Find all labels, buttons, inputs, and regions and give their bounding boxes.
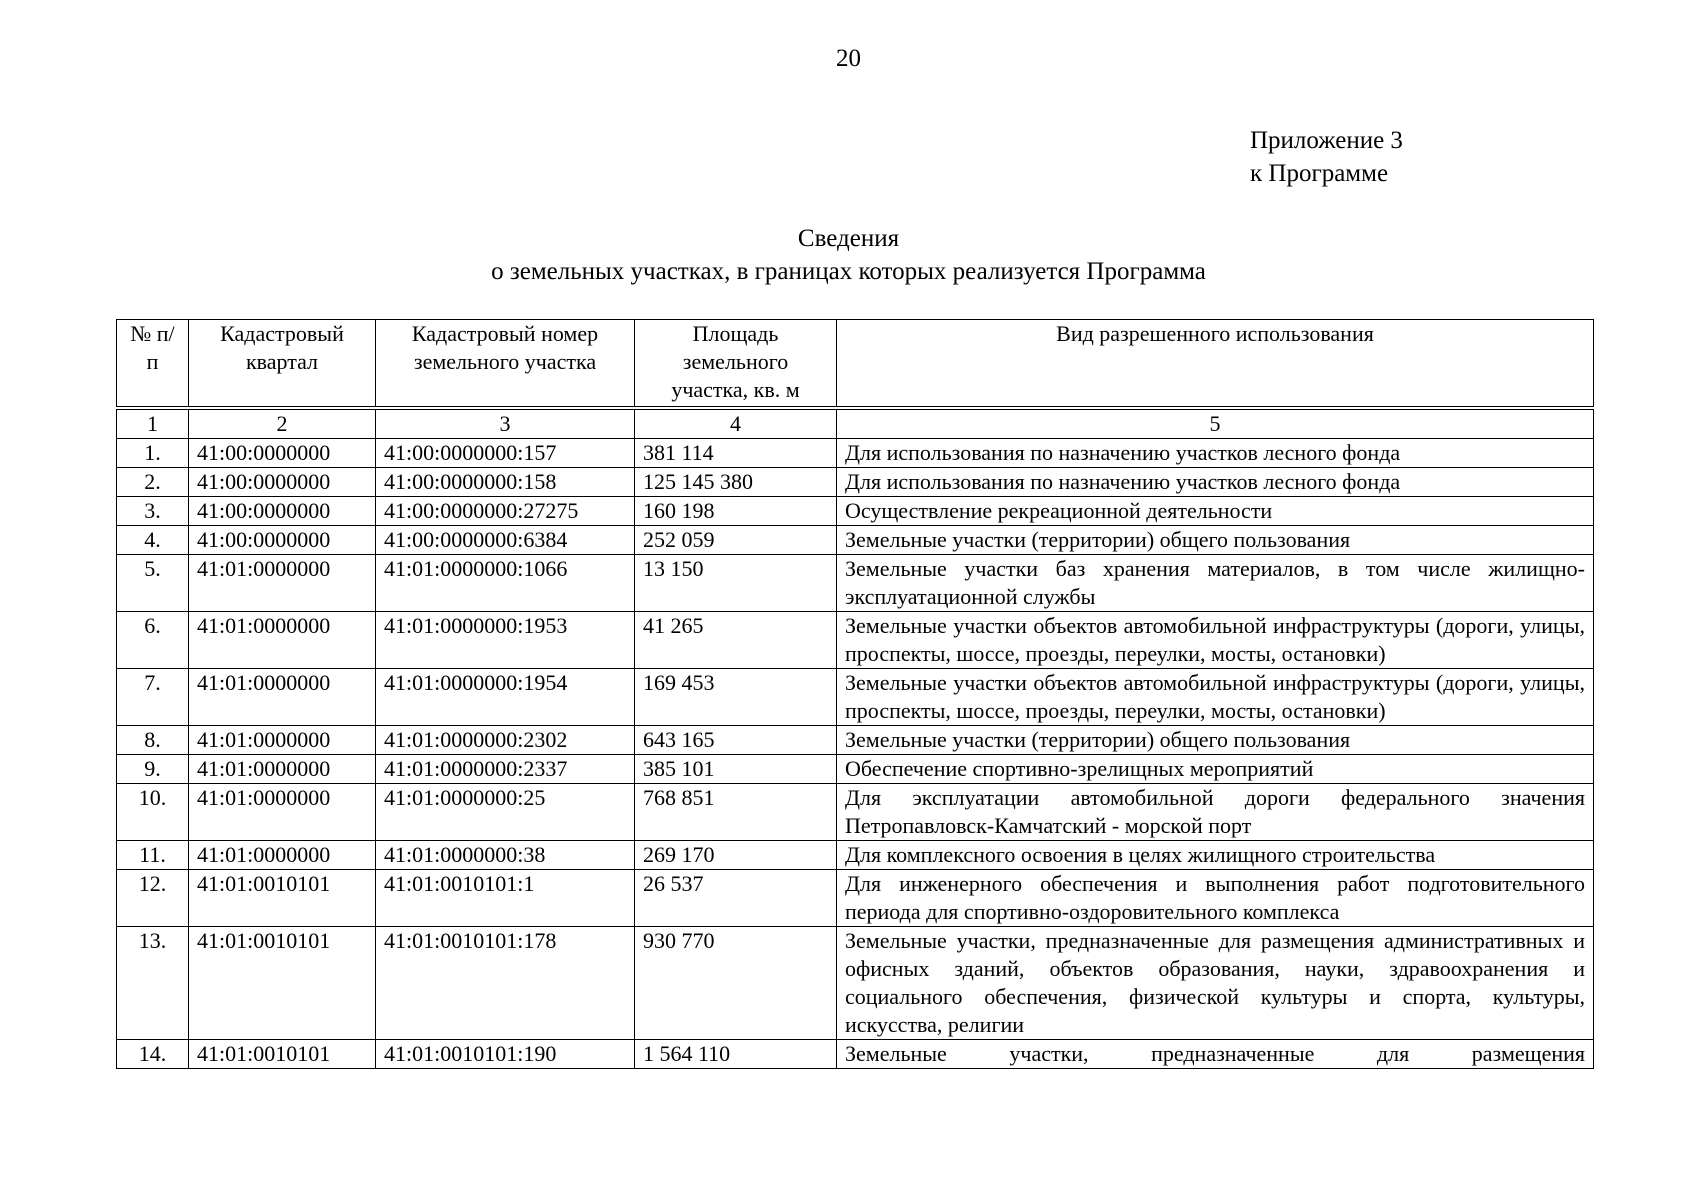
- row-cadastral-number: 41:01:0000000:2302: [376, 726, 635, 755]
- header-number: № п/п: [117, 320, 189, 409]
- row-permitted-use: Осуществление рекреационной деятельности: [837, 497, 1594, 526]
- row-area: 269 170: [635, 841, 837, 870]
- column-number: 1: [117, 408, 189, 439]
- row-number: 6.: [117, 612, 189, 669]
- row-area: 169 453: [635, 669, 837, 726]
- row-number: 11.: [117, 841, 189, 870]
- header-cadastral-quarter: Кадастровый квартал: [189, 320, 376, 409]
- row-cadastral-quarter: 41:00:0000000: [189, 497, 376, 526]
- row-cadastral-number: 41:00:0000000:158: [376, 468, 635, 497]
- row-cadastral-quarter: 41:00:0000000: [189, 526, 376, 555]
- row-permitted-use: Земельные участки объектов автомобильной инфраструктуры (дороги, улицы, проспекты, шоссе, проезды, переулки, мосты, остановки): [837, 612, 1594, 669]
- row-area: 930 770: [635, 927, 837, 1040]
- table-row: [117, 841, 1594, 870]
- table-header-row: [117, 320, 1594, 409]
- row-permitted-use: Земельные участки баз хранения материалов, в том числе жилищно-эксплуатационной службы: [837, 555, 1594, 612]
- row-cadastral-number: 41:01:0010101:178: [376, 927, 635, 1040]
- appendix-line-1: Приложение 3: [1250, 127, 1403, 154]
- row-area: 643 165: [635, 726, 837, 755]
- row-cadastral-number: 41:01:0000000:1954: [376, 669, 635, 726]
- row-number: 3.: [117, 497, 189, 526]
- title-line-1: Сведения: [797, 225, 900, 252]
- row-cadastral-number: 41:01:0000000:1953: [376, 612, 635, 669]
- row-number: 5.: [117, 555, 189, 612]
- table-row: [117, 669, 1594, 726]
- row-area: 160 198: [635, 497, 837, 526]
- row-number: 7.: [117, 669, 189, 726]
- row-permitted-use: Земельные участки, предназначенные для размещения: [837, 1040, 1594, 1069]
- header-permitted-use: Вид разрешенного использования: [837, 320, 1594, 409]
- table-row: [117, 555, 1594, 612]
- row-area: 125 145 380: [635, 468, 837, 497]
- row-cadastral-number: 41:01:0000000:38: [376, 841, 635, 870]
- row-permitted-use: Для использования по назначению участков лесного фонда: [837, 439, 1594, 468]
- row-number: 12.: [117, 870, 189, 927]
- row-cadastral-number: 41:01:0000000:2337: [376, 755, 635, 784]
- row-area: 252 059: [635, 526, 837, 555]
- row-permitted-use: Земельные участки объектов автомобильной инфраструктуры (дороги, улицы, проспекты, шоссе, проезды, переулки, мосты, остановки): [837, 669, 1594, 726]
- table-row: [117, 726, 1594, 755]
- row-cadastral-number: 41:00:0000000:27275: [376, 497, 635, 526]
- table-row: [117, 526, 1594, 555]
- row-cadastral-number: 41:00:0000000:157: [376, 439, 635, 468]
- appendix-reference: [1250, 124, 1403, 190]
- row-cadastral-quarter: 41:01:0000000: [189, 841, 376, 870]
- row-area: 13 150: [635, 555, 837, 612]
- appendix-line-2: к Программе: [1250, 160, 1389, 187]
- row-area: 41 265: [635, 612, 837, 669]
- row-number: 2.: [117, 468, 189, 497]
- table-body: [117, 408, 1594, 1069]
- row-area: 381 114: [635, 439, 837, 468]
- table-row: [117, 497, 1594, 526]
- row-cadastral-quarter: 41:01:0010101: [189, 927, 376, 1040]
- table-row: [117, 468, 1594, 497]
- row-cadastral-number: 41:01:0000000:25: [376, 784, 635, 841]
- header-cadastral-number: Кадастровый номер земельного участка: [376, 320, 635, 409]
- row-cadastral-quarter: 41:01:0000000: [189, 669, 376, 726]
- document-title: [0, 222, 1697, 288]
- land-plots-table: [116, 319, 1594, 1069]
- row-permitted-use: Для использования по назначению участков лесного фонда: [837, 468, 1594, 497]
- row-cadastral-quarter: 41:01:0010101: [189, 870, 376, 927]
- row-number: 14.: [117, 1040, 189, 1069]
- row-permitted-use: Земельные участки, предназначенные для размещения административных и офисных зданий, объектов образования, науки, здравоохранения и социального обеспечения, физической культуры и спорта, культуры, искусства, религии: [837, 927, 1594, 1040]
- row-number: 10.: [117, 784, 189, 841]
- row-area: 26 537: [635, 870, 837, 927]
- row-cadastral-quarter: 41:00:0000000: [189, 468, 376, 497]
- row-number: 8.: [117, 726, 189, 755]
- row-cadastral-number: 41:00:0000000:6384: [376, 526, 635, 555]
- row-cadastral-quarter: 41:01:0000000: [189, 555, 376, 612]
- column-number: 5: [837, 408, 1594, 439]
- row-number: 4.: [117, 526, 189, 555]
- table-row: [117, 1040, 1594, 1069]
- row-cadastral-number: 41:01:0010101:1: [376, 870, 635, 927]
- row-number: 9.: [117, 755, 189, 784]
- row-cadastral-quarter: 41:01:0010101: [189, 1040, 376, 1069]
- row-cadastral-number: 41:01:0000000:1066: [376, 555, 635, 612]
- row-cadastral-quarter: 41:01:0000000: [189, 784, 376, 841]
- row-permitted-use: Для эксплуатации автомобильной дороги федерального значения Петропавловск-Камчатский - морской порт: [837, 784, 1594, 841]
- title-line-2: о земельных участках, в границах которых реализуется Программа: [491, 258, 1206, 285]
- table-row: [117, 612, 1594, 669]
- row-area: 768 851: [635, 784, 837, 841]
- row-cadastral-quarter: 41:01:0000000: [189, 755, 376, 784]
- row-area: 385 101: [635, 755, 837, 784]
- row-cadastral-quarter: 41:01:0000000: [189, 612, 376, 669]
- row-permitted-use: Земельные участки (территории) общего пользования: [837, 526, 1594, 555]
- row-cadastral-quarter: 41:01:0000000: [189, 726, 376, 755]
- row-number: 1.: [117, 439, 189, 468]
- table-row: [117, 870, 1594, 927]
- column-number: 4: [635, 408, 837, 439]
- row-area: 1 564 110: [635, 1040, 837, 1069]
- table-row: [117, 755, 1594, 784]
- column-number: 3: [376, 408, 635, 439]
- row-cadastral-number: 41:01:0010101:190: [376, 1040, 635, 1069]
- table-row: [117, 439, 1594, 468]
- column-numbers-row: [117, 408, 1594, 439]
- row-permitted-use: Земельные участки (территории) общего пользования: [837, 726, 1594, 755]
- table-row: [117, 927, 1594, 1040]
- row-cadastral-quarter: 41:00:0000000: [189, 439, 376, 468]
- row-permitted-use: Для комплексного освоения в целях жилищного строительства: [837, 841, 1594, 870]
- header-area: Площадь земельного участка, кв. м: [635, 320, 837, 409]
- page-number: 20: [836, 45, 861, 72]
- column-number: 2: [189, 408, 376, 439]
- table-row: [117, 784, 1594, 841]
- row-permitted-use: Для инженерного обеспечения и выполнения работ подготовительного периода для спортивно-оздоровительного комплекса: [837, 870, 1594, 927]
- row-number: 13.: [117, 927, 189, 1040]
- row-permitted-use: Обеспечение спортивно-зрелищных мероприятий: [837, 755, 1594, 784]
